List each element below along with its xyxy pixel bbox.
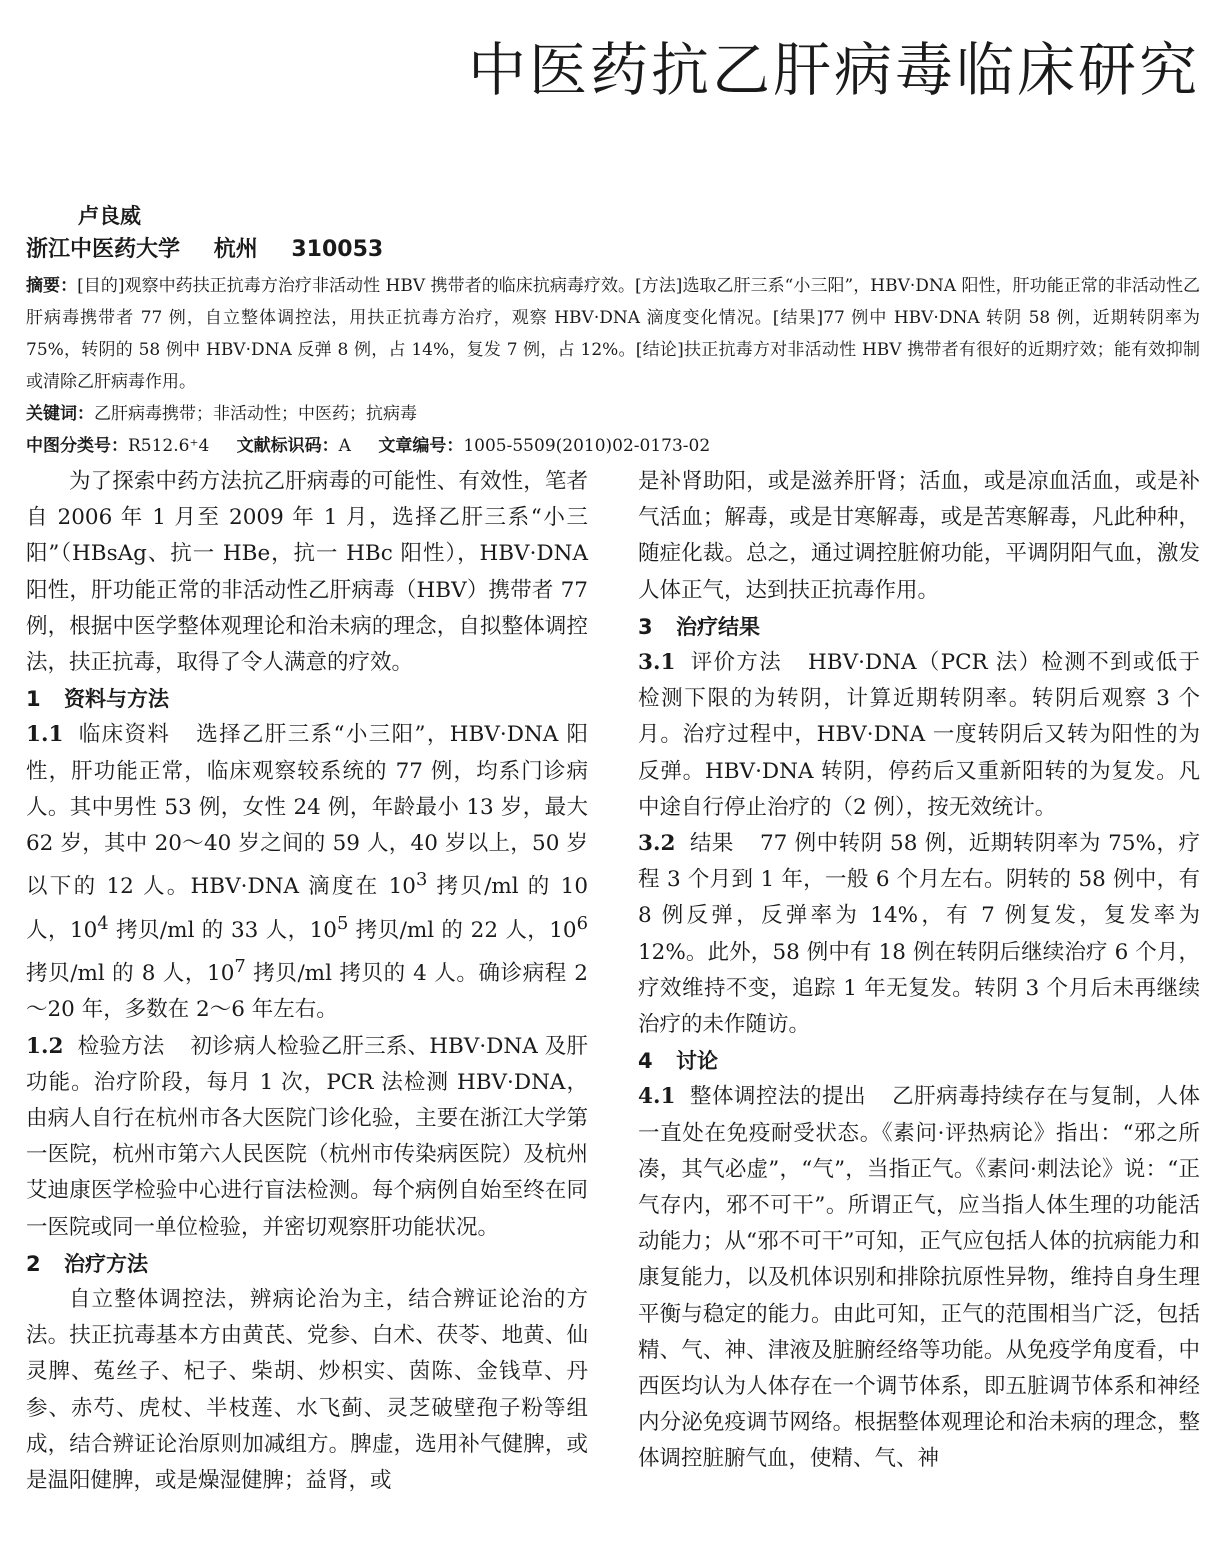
section-1-heading	[26, 681, 588, 717]
paragraph-text: HBV·DNA（PCR 法）检测不到或低于检测下限的为转阴，计算近期转阴率。转阴后观察 3 个月。治疗过程中，HBV·DNA 一度转阴后又转为阳性的为反弹。HBV·DNA 转阴，停药后又重新阳转的为复发。凡中途自行停止治疗的（2 例），按无效统计。	[638, 650, 1200, 820]
paragraph-text: 初诊病人检验乙肝三系、HBV·DNA 及肝功能。治疗阶段，每月 1 次，PCR 法检测 HBV·DNA，由病人自行在杭州市各大医院门诊化验，主要在浙江大学第一医院，杭州市第六人民医院（杭州市传染病医院）及杭州艾迪康医学检验中心进行盲法检测。每个病例自始至终在同一医院或同一单位检验，并密切观察肝功能状况。	[26, 1033, 588, 1240]
section-1-2	[26, 1029, 588, 1246]
superscript: 6	[576, 912, 589, 934]
paragraph-text: 77 例中转阴 58 例，近期转阴率为 75%，疗程 3 个月到 1 年，一般 6 个月左右。阴转的 58 例中，有 8 例反弹，反弹率为 14%，有 7 例复发，复发率为 12%。此外，58 例中有 18 例在转阴后继续治疗 6 个月，疗效维持不变，追踪 1 年无复发。转阴 3 个月后未再继续治疗的未作随访。	[638, 831, 1200, 1038]
paragraph-text: 拷贝/ml 的 10 人，10	[26, 874, 588, 943]
superscript: 3	[416, 869, 428, 891]
doc-code-label: 文献标识码：	[236, 436, 339, 456]
affiliation-org: 浙江中医药大学	[26, 237, 181, 262]
continued-paragraph: 是补肾助阳，或是滋养肝肾；活血，或是凉血活血，或是补气活血；解毒，或是甘寒解毒，或是苦寒解毒，凡此种种，随症化裁。总之，通过调控脏俯功能，平调阴阳气血，激发人体正气，达到扶正抗毒作用。	[638, 469, 1200, 603]
right-column	[638, 464, 1200, 1478]
doc-code-value: A	[338, 436, 351, 456]
paragraph-text: 乙肝病毒持续存在与复制，人体一直处在免疫耐受状态。《素问·评热病论》指出：“邪之所凑，其气必虚”，“气”，当指正气。《素问·刺法论》说：“正气存内，邪不可干”。所谓正气，应当指人体生理的功能活动能力；从“邪不可干”可知，正气应包括人体的抗病能力和康复能力，以及机体识别和排除抗原性异物，维持自身生理平衡与稳定的能力。由此可知，正气的范围相当广泛，包括精、气、神、津液及脏腑经络等功能。从免疫学角度看，中西医均认为人体存在一个调节体系，即五脏调节体系和神经内分泌免疫调节网络。根据整体观理论和治未病的理念，整体调控脏腑气血，使精、气、神	[638, 1084, 1200, 1472]
section-title: 治疗方法	[64, 1251, 148, 1276]
affiliation-city: 杭州	[213, 237, 258, 262]
keywords-text: 乙肝病毒携带；非活动性；中医药；抗病毒	[94, 404, 417, 424]
intro-paragraph: 为了探索中药方法抗乙肝病毒的可能性、有效性，笔者自 2006 年 1 月至 2009 年 1 月，选择乙肝三系“小三阳”（HBsAg、抗一 HBe，抗一 HBc 阳性），HBV·DNA 阳性，肝功能正常的非活动性乙肝病毒（HBV）携带者 77 例，根据中医学整体观理论和治未病的理念，自拟整体调控法，扶正抗毒，取得了令人满意的疗效。	[26, 469, 588, 676]
subsection-number: 1.1	[26, 722, 64, 748]
author-name: 卢良威	[78, 204, 141, 228]
classification-row	[26, 430, 1200, 462]
paragraph-text: 拷贝/ml 的 33 人，10	[108, 917, 337, 943]
abstract	[26, 270, 1200, 398]
article-title: 中医药抗乙肝病毒临床研究	[467, 36, 1200, 104]
keywords-label: 关键词：	[26, 404, 94, 424]
article-number-value: 1005-5509(2010)02-0173-02	[463, 436, 711, 456]
superscript: 5	[336, 912, 349, 934]
clc-label: 中图分类号：	[26, 436, 128, 456]
subsection-title: 检验方法	[77, 1033, 165, 1059]
section-2-paragraph: 自立整体调控法，辨病论治为主，结合辨证论治的方法。扶正抗毒基本方由黄芪、党参、白术、茯苓、地黄、仙灵脾、菟丝子、杞子、柴胡、炒枳实、茵陈、金钱草、丹参、赤芍、虎杖、半枝莲、水飞蓟、灵芝破壁孢子粉等组成，结合辨证论治原则加减组方。脾虚，选用补气健脾，或是温阳健脾，或是燥湿健脾；益肾，或	[26, 1286, 588, 1493]
section-number: 3	[638, 614, 653, 639]
section-number: 1	[26, 687, 41, 712]
abstract-block	[26, 270, 1200, 462]
affiliation-zip: 310053	[291, 237, 384, 262]
section-3-1	[638, 645, 1200, 826]
subsection-title: 临床资料	[77, 722, 171, 748]
subsection-title: 评价方法	[689, 650, 783, 676]
superscript: 4	[97, 912, 109, 934]
section-4-1	[638, 1079, 1200, 1477]
abstract-text: [目的]观察中药扶正抗毒方治疗非活动性 HBV 携带者的临床抗病毒疗效。[方法]选取乙肝三系“小三阳”，HBV·DNA 阳性，肝功能正常的非活动性乙肝病毒携带者 77 例，自立整体调控法，用扶正抗毒方治疗，观察 HBV·DNA 滴度变化情况。[结果]77 例中 HBV·DNA 转阴 58 例，近期转阴率为 75%，转阴的 58 例中 HBV·DNA 反弹 8 例，占 14%，复发 7 例，占 12%。[结论]扶正抗毒方对非活动性 HBV 携带者有很好的近期疗效；能有效抑制或清除乙肝病毒作用。	[26, 276, 1201, 392]
section-3-2	[638, 826, 1200, 1043]
subsection-title: 结果	[689, 831, 734, 857]
section-title: 资料与方法	[64, 687, 169, 712]
article-number-label: 文章编号：	[378, 436, 464, 456]
section-4-heading	[638, 1043, 1200, 1079]
paragraph-text: 拷贝/ml 的 22 人，10	[348, 917, 577, 943]
subsection-title: 整体调控法的提出	[689, 1084, 867, 1110]
subsection-number: 1.2	[26, 1033, 64, 1059]
paragraph-text: 拷贝/ml 的 8 人，10	[26, 961, 235, 987]
paragraph-text: 选择乙肝三系“小三阳”，HBV·DNA 阳性，肝功能正常，临床观察较系统的 77 例，均系门诊病人。其中男性 53 例，女性 24 例，年龄最小 13 岁，最大 62 岁，其中 20～40 岁之间的 59 人，40 岁以上，50 岁以下的 12 人。HBV·DNA 滴度在 10	[26, 722, 588, 900]
subsection-number: 3.2	[638, 831, 676, 857]
affiliation	[26, 232, 409, 263]
section-title: 讨论	[676, 1049, 718, 1074]
abstract-label: 摘要：	[26, 276, 78, 296]
section-2-heading	[26, 1246, 588, 1282]
superscript: 7	[234, 955, 246, 977]
subsection-number: 3.1	[638, 650, 676, 676]
section-3-heading	[638, 609, 1200, 645]
section-number: 4	[638, 1049, 653, 1074]
clc-value: R512.6⁺4	[128, 436, 210, 456]
keywords	[26, 398, 1200, 430]
section-1-1	[26, 717, 588, 1028]
section-title: 治疗结果	[676, 614, 760, 639]
left-column	[26, 464, 588, 1499]
paragraph-text: 拷贝/ml 拷贝的 4 人。确诊病程 2～20 年，多数在 2～6 年左右。	[26, 961, 588, 1023]
subsection-number: 4.1	[638, 1084, 676, 1110]
section-number: 2	[26, 1251, 41, 1276]
